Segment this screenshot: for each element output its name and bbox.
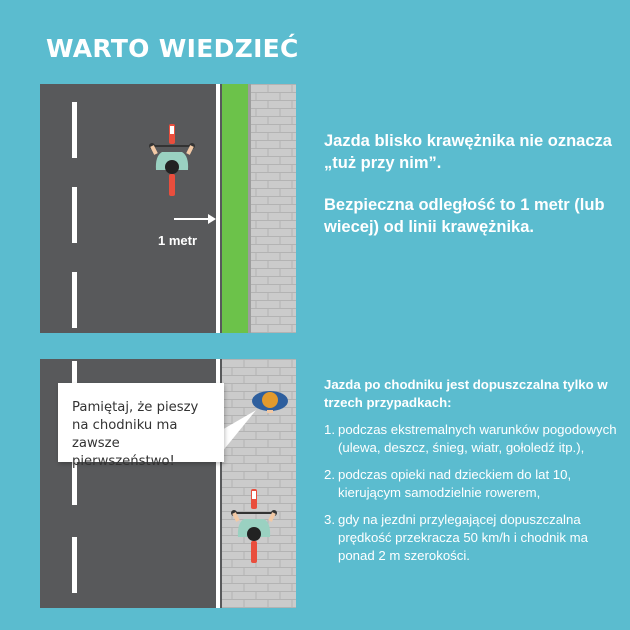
info-paragraph-1: Jazda blisko krawężnika nie oznacza „tuż przy nim”. (324, 132, 612, 172)
list-item-number: 2. (324, 467, 335, 482)
list-item (324, 511, 619, 565)
cases-list (324, 421, 619, 565)
list-item (324, 466, 619, 502)
distance-label: 1 metr (158, 233, 198, 248)
list-item-text: podczas opieki nad dzieckiem do lat 10, kierującym samodzielnie rowerem, (338, 467, 572, 500)
list-item-number: 1. (324, 422, 335, 437)
info-lead: Jazda po chodniku jest dopuszczalna tylko w trzech przypadkach: (324, 377, 608, 410)
list-item-text: podczas ekstremalnych warunków pogodowych (ulewa, deszcz, śnieg, wiatr, gołoledź itp.), (338, 422, 617, 455)
info-text-2 (324, 376, 619, 574)
info-paragraph-2: Bezpieczna odległość to 1 metr (lub wiecej) od linii krawężnika. (324, 196, 605, 236)
page-title: WARTO WIEDZIEĆ (46, 34, 299, 63)
info-text-1 (324, 130, 614, 258)
list-item (324, 421, 619, 457)
speech-bubble: Pamiętaj, że pieszy na chodniku ma zawsze pierwszeństwo! (58, 383, 224, 462)
road-illustration-top (40, 84, 296, 333)
list-item-text: gdy na jezdni przylegającej dopuszczalna prędkość przekracza 50 km/h i chodnik ma ponad 2 m szerokości. (338, 512, 588, 563)
list-item-number: 3. (324, 512, 335, 527)
